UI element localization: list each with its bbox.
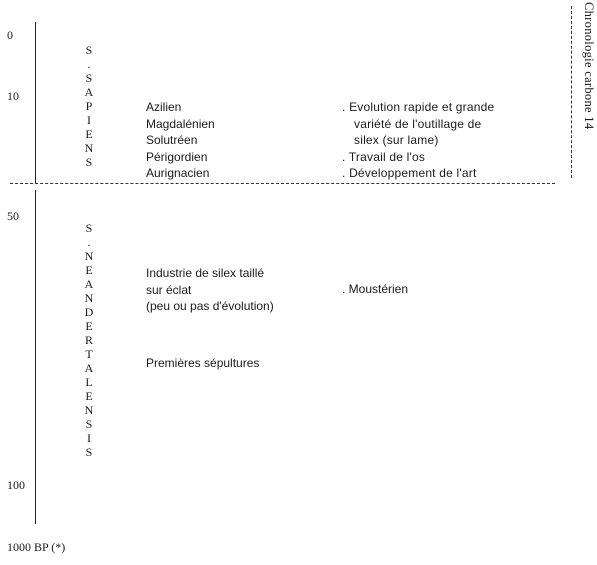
sapiens-cultures xyxy=(146,99,215,182)
divider-dashed xyxy=(10,183,555,184)
note-line: . Travail de l'os xyxy=(342,149,426,164)
neandertalensis-vertical-label: S . N E A N D E R T A L E N S I S xyxy=(84,221,94,459)
scale-footer: 1000 BP (*) xyxy=(7,540,66,554)
culture-item: Périgordien xyxy=(146,149,208,164)
side-label: Chronologie carbone 14 xyxy=(582,2,596,130)
scale-label-100: 100 xyxy=(7,478,25,492)
culture-item: Solutréen xyxy=(146,133,198,147)
sapiens-notes xyxy=(342,99,494,182)
note-line: . Evolution rapide et grande xyxy=(342,100,495,114)
culture-item: Azilien xyxy=(146,100,182,114)
culture-item: Aurignacien xyxy=(146,166,210,180)
bracket-dashed xyxy=(571,6,572,178)
note-line: silex (sur lame) xyxy=(354,133,439,147)
note-line: . Développement de l'art xyxy=(342,166,477,180)
note-line: variété de l'outillage de xyxy=(354,116,482,131)
axis-lower xyxy=(35,190,36,524)
culture-item: Magdalénien xyxy=(146,116,215,131)
sapiens-vertical-label: S . S A P I E N S xyxy=(84,43,94,169)
mousterien-note: . Moustérien xyxy=(342,282,409,296)
scale-label-50: 50 xyxy=(7,209,19,223)
axis-upper xyxy=(35,22,36,184)
industry-text: Industrie de silex taillé sur éclat (peu ou pas d'évolution) xyxy=(146,266,274,313)
scale-label-0: 0 xyxy=(7,28,13,42)
burials-text: Premières sépultures xyxy=(146,356,260,370)
scale-label-10: 10 xyxy=(7,89,19,103)
